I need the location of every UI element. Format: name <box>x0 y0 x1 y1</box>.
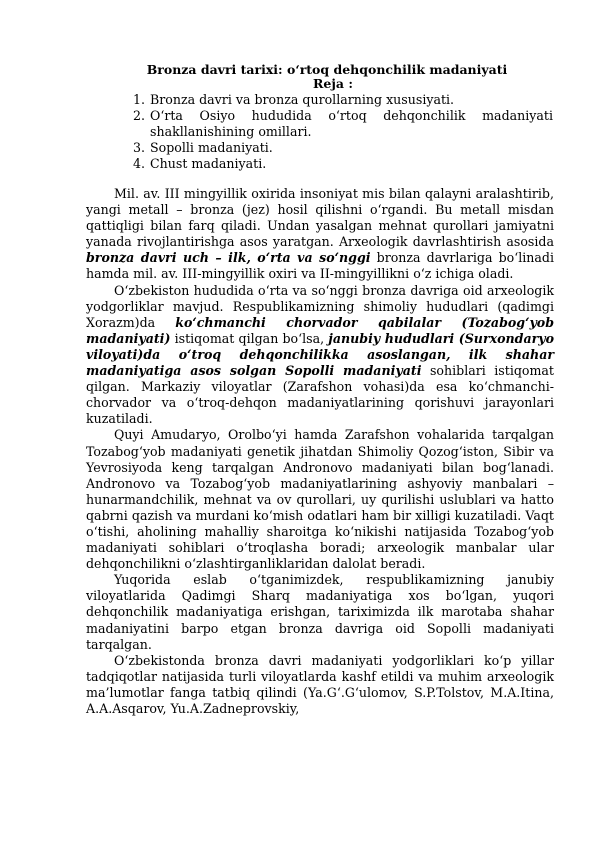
plan-item-number: 3. <box>133 140 146 155</box>
plan-item <box>133 140 553 156</box>
plan-list <box>133 92 553 172</box>
paragraph-text: O‘zbekiston hududida o‘rta va so‘nggi bronza davriga oid arxeologik yodgorliklar mavjud. Respublikamizning shimoliy hududlari (qadimgi Xorazm)da <box>86 282 554 330</box>
plan-heading: Reja : <box>313 76 353 91</box>
paragraph-3: Quyi Amudaryo, Orolbo‘yi hamda Zarafshon vohalarida tarqalgan Tozabog‘yob madaniyati genetik jihatdan Shimoliy Qozog‘iston, Sibir va Yevrosiyoda keng tarqalgan Andronovo madaniyati bilan bog‘lanadi. Andronovo va Tozabog‘yob madaniyatlarining ashyoviy manbalari – hunarmandchilik, mehnat va ov qurollari, uy qurilishi uslublari va hatto qabrni qazish va murdani ko‘mish odatlari ham bir xilligi kuzatiladi. Vaqt o‘tishi, aholining mahalliy sharoitga ko‘nikishi natijasida Tozabog‘yob madaniyati sohiblari o‘troqlasha boradi; arxeologik manbalar ular dehqonchilikni o‘zlashtirganliklaridan dalolat beradi. <box>86 427 554 572</box>
plan-item-text: Chust madaniyati. <box>150 156 267 171</box>
document-body <box>86 186 554 717</box>
emphasis-text: janubiy hududlari (Surxondaryo viloyati)da o‘troq dehqonchilikka asoslangan, ilk shahar madaniyatiga asos solgan Sopolli madaniyati <box>86 330 554 379</box>
plan-item <box>133 156 553 172</box>
plan-item <box>133 92 553 108</box>
paragraph-text: Mil. av. III mingyillik oxirida insoniyat mis bilan qalayni aralashtirib, yangi metall – bronza (jez) hosil qilishni o‘rgandi. Bu metall misdan qattiqligi bilan farq qiladi. Undan yasalgan mehnat qurollari jamiyatni yanada rivojlantirishga asos yaratgan. Arxeologik davrlashtirish asosida <box>86 186 554 250</box>
paragraph-1 <box>86 186 554 283</box>
paragraph-5: O‘zbekistonda bronza davri madaniyati yodgorliklari ko‘p yillar tadqiqotlar natijasida turli viloyatlarda kashf etildi va muhim arxeologik ma’lumotlar fanga tatbiq qilindi (Ya.G‘.G‘ulomov, S.P.Tolstov, M.A.Itina, A.A.Asqarov, Yu.A.Zadneprovskiy, <box>86 652 554 716</box>
plan-item-text: O‘rta Osiyo hududida o‘rtoq dehqonchilik madaniyati shakllanishining omillari. <box>150 108 553 139</box>
plan-item-text: Bronza davri va bronza qurollarning xususiyati. <box>150 92 455 107</box>
emphasis-text: bronza davri uch – ilk, o‘rta va so‘nggi <box>86 250 371 266</box>
plan-item-text: Sopolli madaniyati. <box>150 140 273 155</box>
emphasis-text: ko‘chmanchi chorvador qabilalar (Tozabog‘yob madaniyati) <box>86 314 555 346</box>
paragraph-text: istiqomat qilgan bo‘lsa, <box>170 330 329 346</box>
plan-item-number: 2. <box>133 108 146 123</box>
plan-item-number: 4. <box>133 156 146 171</box>
paragraph-2 <box>86 283 554 428</box>
plan-item-number: 1. <box>133 92 146 107</box>
paragraph-4: Yuqorida eslab o‘tganimizdek, respublikamizning janubiy viloyatlarida Qadimgi Sharq madaniyatiga xos bo‘lgan, yuqori dehqonchilik madaniyatiga erishgan, tariximizda ilk marotaba shahar madaniyatini barpo etgan bronza davriga oid Sopolli madaniyati tarqalgan. <box>86 572 554 652</box>
plan-item <box>133 108 553 140</box>
paragraph-text: bronza davrlariga bo‘linadi hamda mil. av. III-mingyillik oxiri va II-mingyillikni o‘z ichiga oladi. <box>86 250 554 282</box>
document-title: Bronza davri tarixi: o‘rtoq dehqonchilik madaniyati <box>146 62 508 77</box>
paragraph-text: sohiblari istiqomat qilgan. Markaziy viloyatlar (Zarafshon vohasi)da esa ko‘chmanchi-chorvador va o‘troq-dehqon madaniyatlarining qorishuvi jarayonlari kuzatiladi. <box>86 363 554 427</box>
